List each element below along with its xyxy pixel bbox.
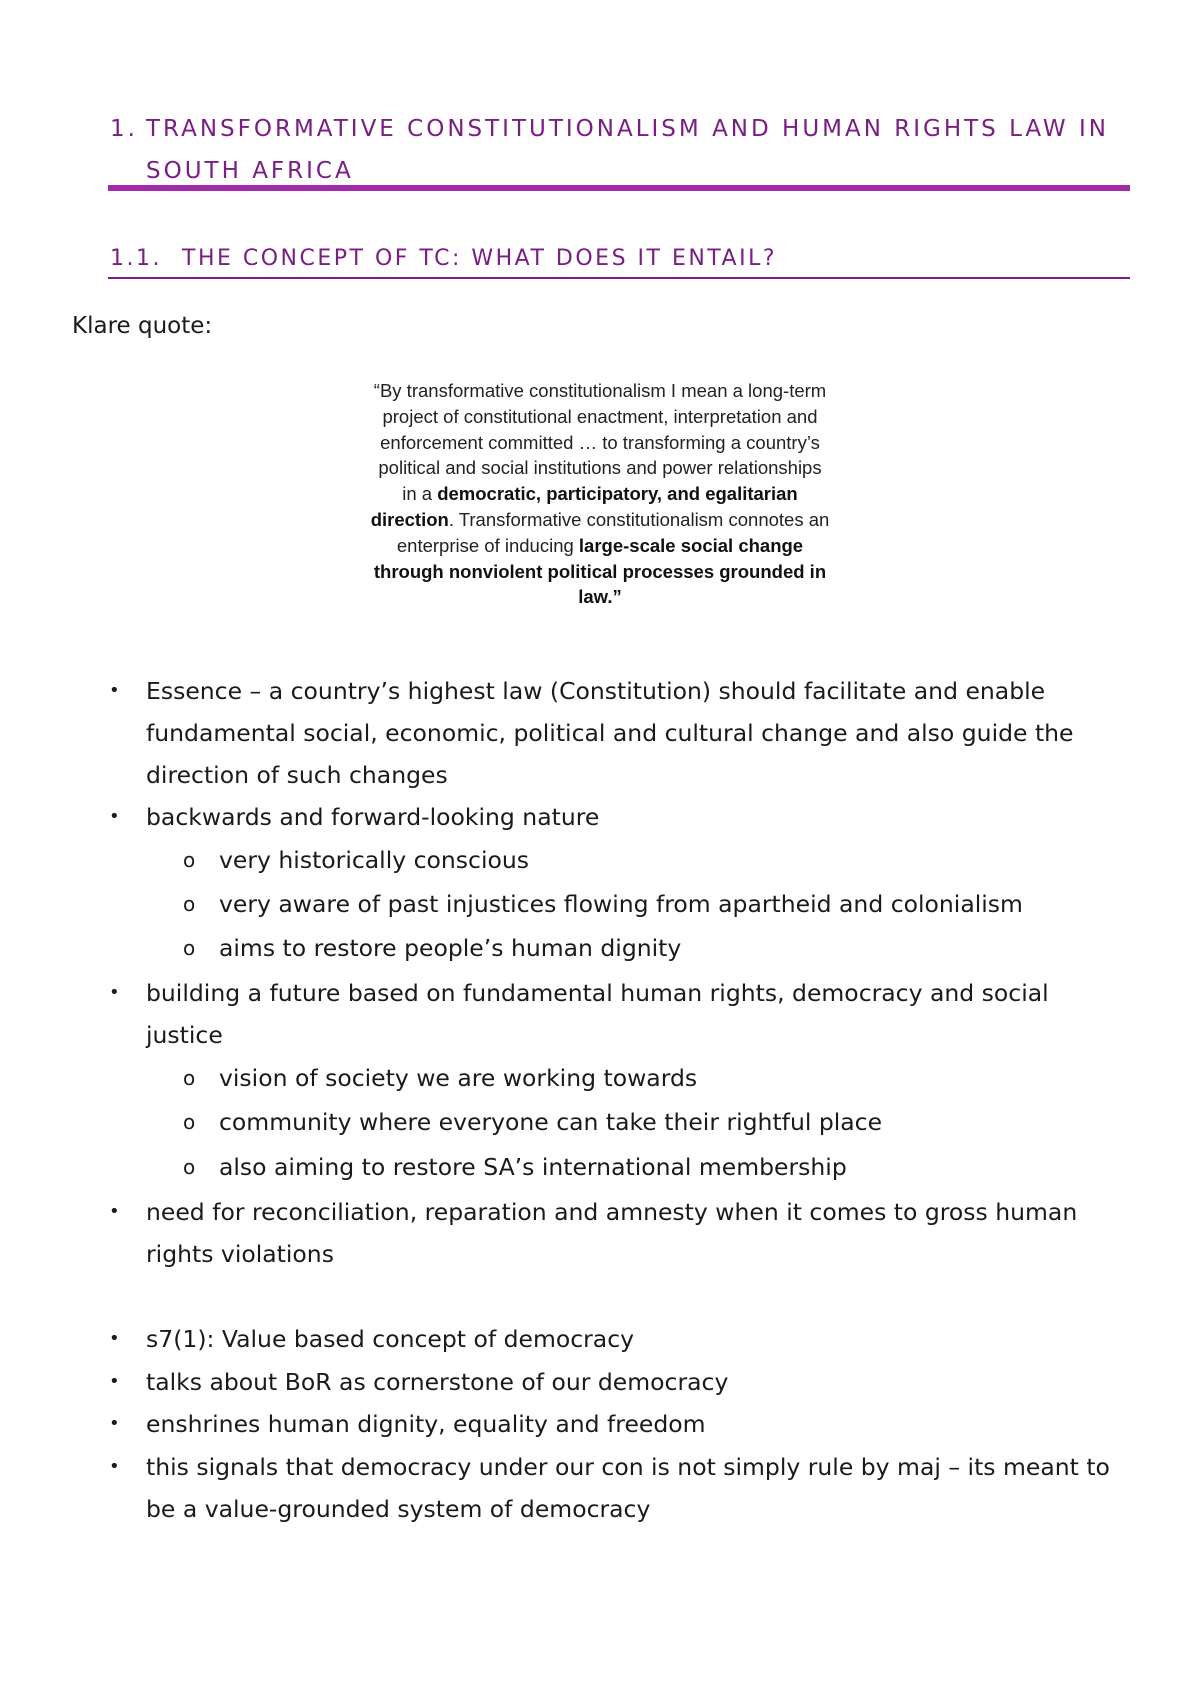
sub-bullet-marker: o bbox=[183, 1110, 196, 1134]
bullet-marker: • bbox=[109, 982, 120, 1003]
sub-list-item bbox=[183, 883, 1119, 925]
list-item-text: backwards and forward-looking nature bbox=[146, 803, 600, 831]
list-item bbox=[109, 1403, 1121, 1445]
bullet-marker: • bbox=[109, 1371, 120, 1392]
sub-list-item-text: also aiming to restore SA’s international membership bbox=[219, 1153, 847, 1181]
sub-bullet-marker: o bbox=[183, 892, 196, 916]
sub-list-item bbox=[183, 1146, 1119, 1188]
heading-1 bbox=[110, 108, 1130, 192]
heading-1-number: 1. bbox=[110, 116, 138, 142]
quote-bold-1: democratic, participatory, and egalitarian direction bbox=[370, 483, 798, 530]
sub-bullet-marker: o bbox=[183, 1155, 196, 1179]
list-item-text: building a future based on fundamental human rights, democracy and social justice bbox=[146, 979, 1049, 1049]
list-item bbox=[109, 1361, 1121, 1403]
sub-list-item-text: aims to restore people’s human dignity bbox=[219, 934, 682, 962]
sub-list-item bbox=[183, 1057, 1119, 1099]
intro-text: Klare quote: bbox=[72, 313, 213, 339]
heading-2-text: THE CONCEPT OF TC: WHAT DOES IT ENTAIL? bbox=[182, 246, 778, 271]
list-item-text: talks about BoR as cornerstone of our democracy bbox=[146, 1368, 729, 1396]
list-item-text: Essence – a country’s highest law (Constitution) should facilitate and enable fundamental social, economic, political and cultural change and also guide the direction of such changes bbox=[146, 677, 1074, 789]
quote-part-2: . Transformative constitutionalism connotes an enterprise of inducing bbox=[396, 508, 830, 556]
sub-list-item-text: very aware of past injustices flowing from apartheid and colonialism bbox=[219, 890, 1023, 918]
bullet-marker: • bbox=[109, 1413, 120, 1434]
sub-list-item-text: vision of society we are working towards bbox=[219, 1064, 698, 1092]
list-item-text: need for reconciliation, reparation and amnesty when it comes to gross human rights violations bbox=[146, 1198, 1078, 1268]
list-item bbox=[109, 1446, 1121, 1530]
list-item bbox=[109, 670, 1121, 796]
list-item bbox=[109, 1191, 1121, 1275]
klare-quote bbox=[370, 378, 830, 610]
list-item-text: enshrines human dignity, equality and freedom bbox=[146, 1410, 706, 1438]
sub-bullet-marker: o bbox=[183, 936, 196, 960]
heading-2-number: 1.1. bbox=[110, 246, 162, 271]
quote-bold-2: large-scale social change through nonviolent political processes grounded in law.” bbox=[373, 534, 827, 608]
heading-1-text: TRANSFORMATIVE CONSTITUTIONALISM AND HUMAN RIGHTS LAW IN SOUTH AFRICA bbox=[146, 116, 1109, 184]
bullet-marker: • bbox=[109, 680, 120, 701]
sub-list-item bbox=[183, 927, 1119, 969]
heading-2 bbox=[110, 244, 1130, 274]
bullet-marker: • bbox=[109, 1456, 120, 1477]
sub-list-item bbox=[183, 1101, 1119, 1143]
sub-list-item-text: very historically conscious bbox=[219, 846, 530, 874]
quote-part-1: “By transformative constitutionalism I mean a long-term project of constitutional enactment, interpretation and enforcement committed … to transforming a country’s political and social institutions and power relationships in a bbox=[373, 380, 827, 505]
list-item-text: this signals that democracy under our con is not simply rule by maj – its meant to be a value-grounded system of democracy bbox=[146, 1453, 1110, 1523]
sub-list-item bbox=[183, 839, 1119, 881]
bullet-marker: • bbox=[109, 806, 120, 827]
list-item bbox=[109, 972, 1121, 1056]
bullet-marker: • bbox=[109, 1328, 120, 1349]
list-item bbox=[109, 1318, 1121, 1360]
bullet-marker: • bbox=[109, 1201, 120, 1222]
list-item-text: s7(1): Value based concept of democracy bbox=[146, 1325, 635, 1353]
heading-1-rule bbox=[108, 185, 1130, 191]
sub-bullet-marker: o bbox=[183, 1066, 196, 1090]
list-item bbox=[109, 796, 1121, 838]
sub-list-item-text: community where everyone can take their rightful place bbox=[219, 1108, 883, 1136]
sub-bullet-marker: o bbox=[183, 848, 196, 872]
heading-2-rule bbox=[108, 277, 1130, 279]
